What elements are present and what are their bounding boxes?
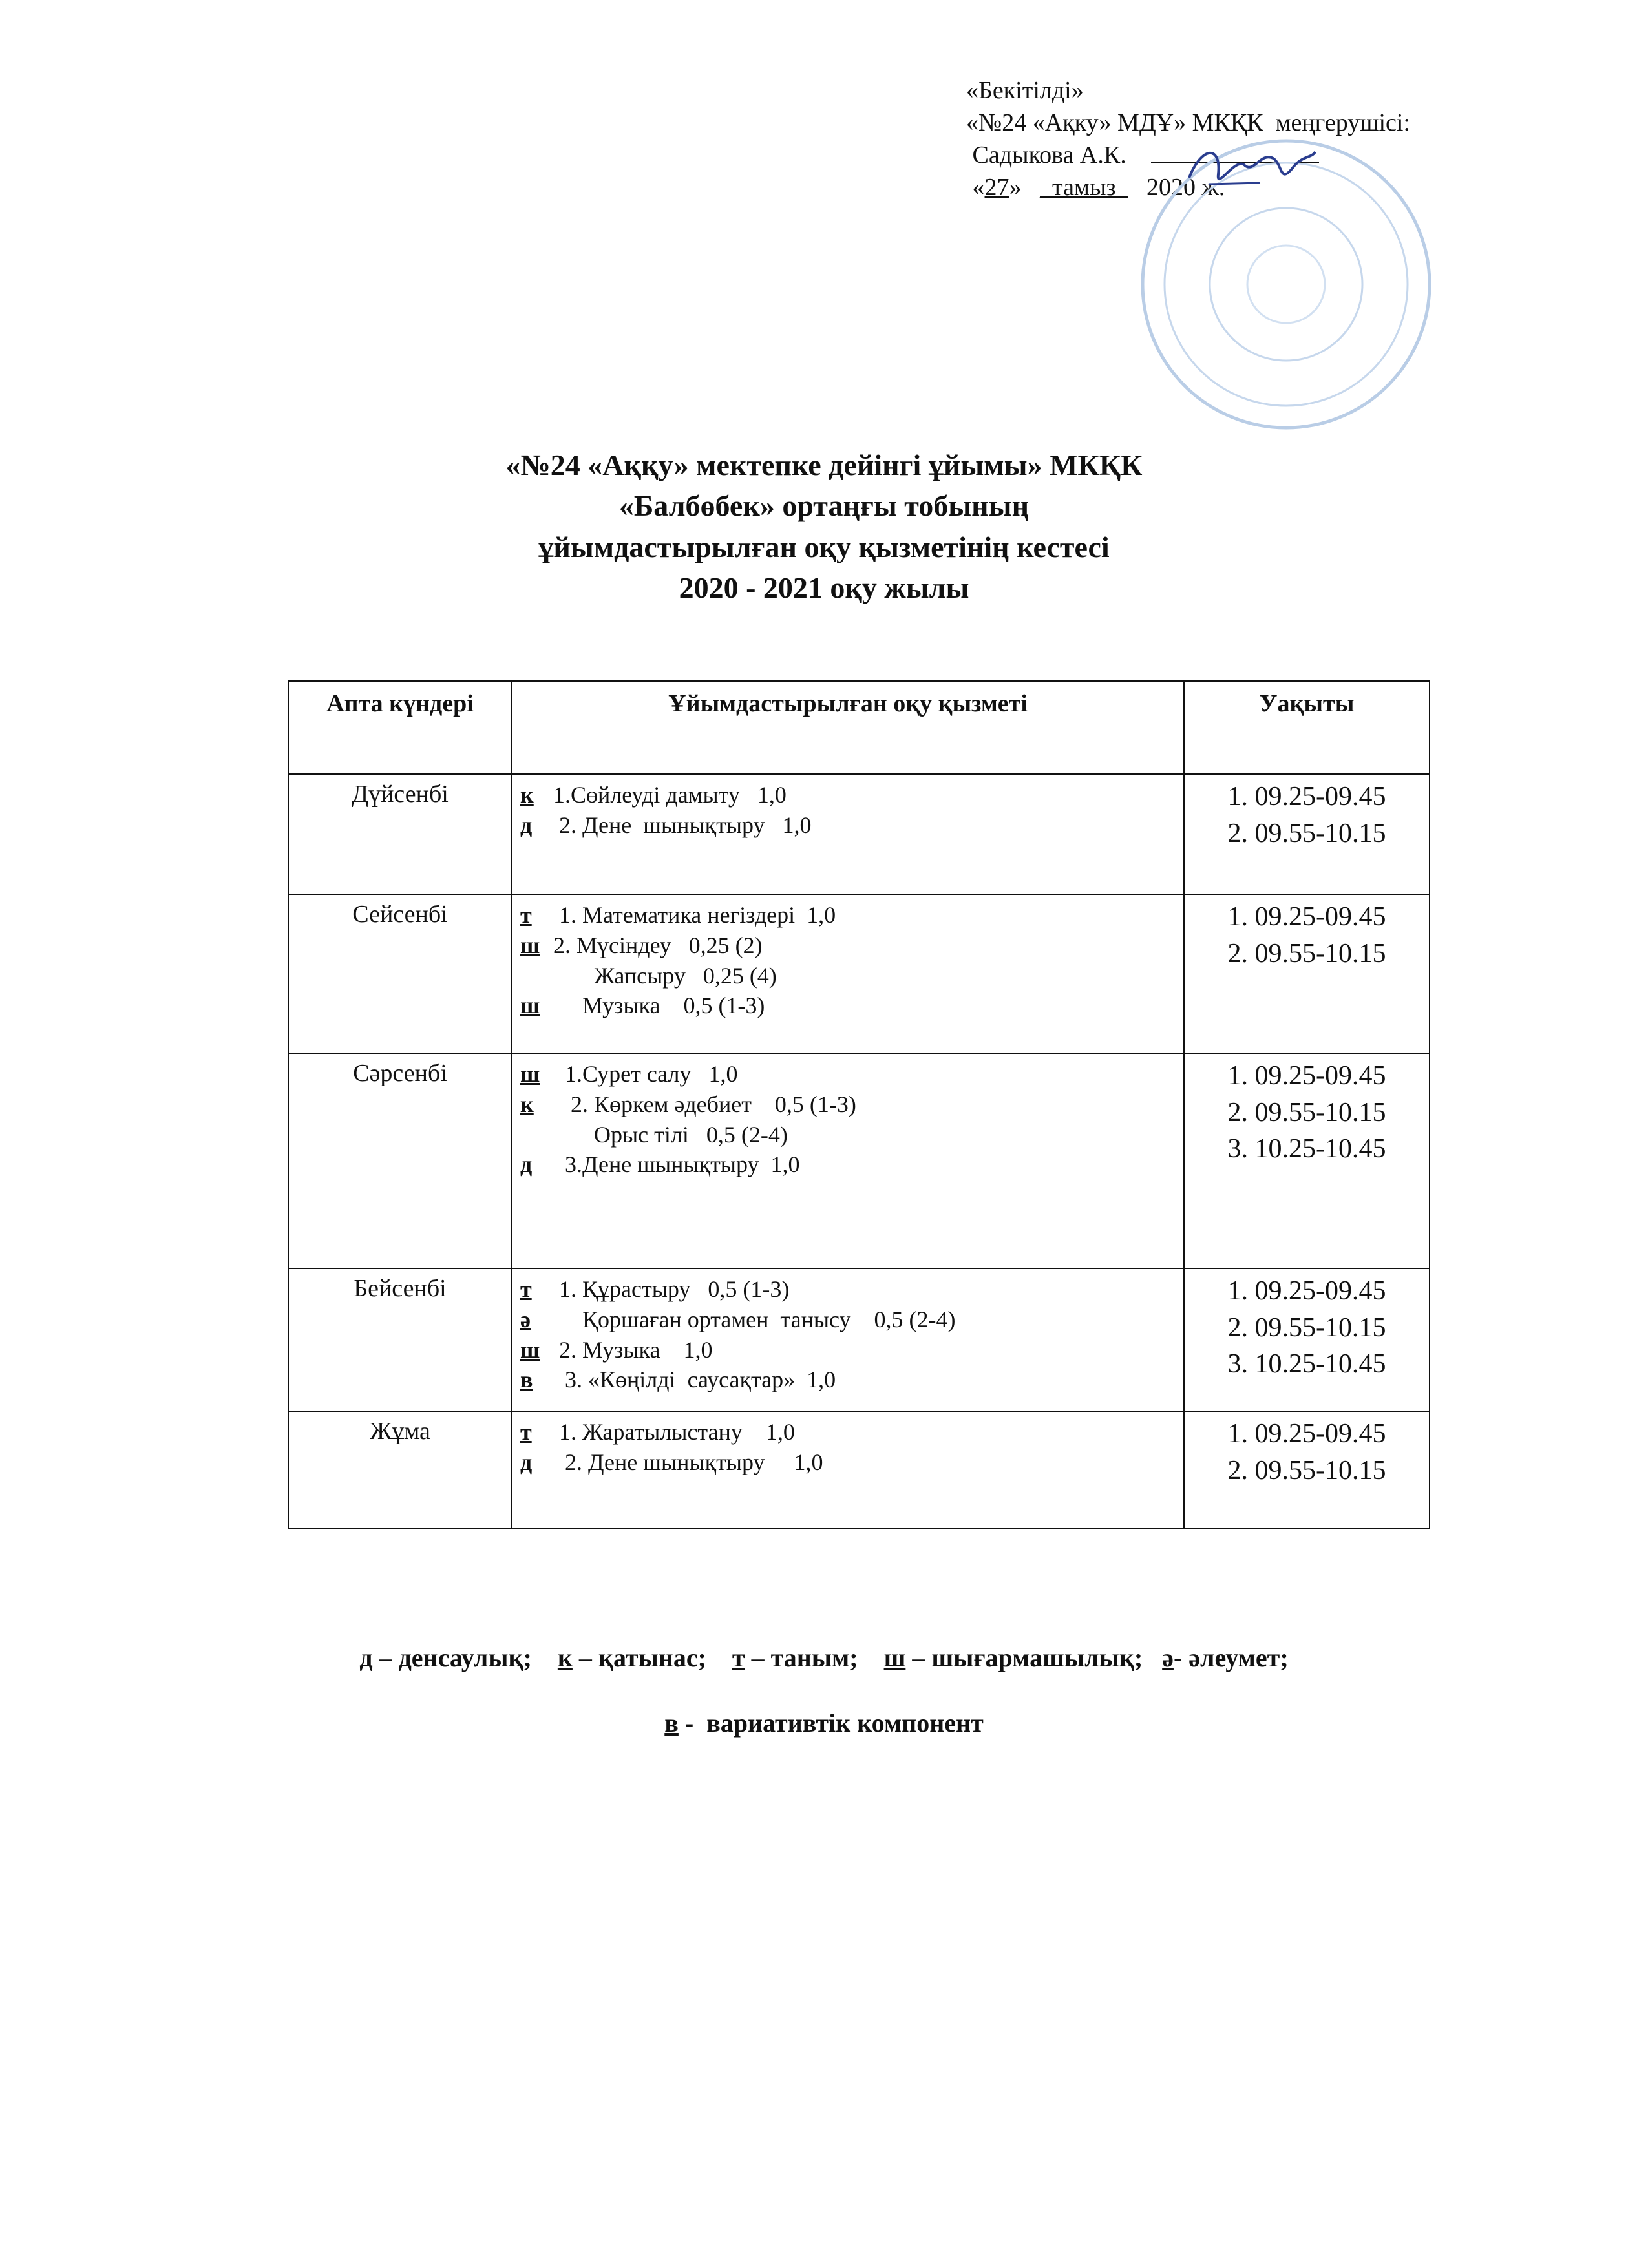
activity-text: 2. Көркем әдебиет 0,5 (1-3)	[547, 1091, 856, 1117]
legend-text: - әлеумет;	[1173, 1643, 1289, 1672]
time-slot: 1. 09.25-09.45	[1227, 1276, 1386, 1306]
activity-line	[520, 1089, 1176, 1120]
director-name: Садыкова А.К.	[966, 142, 1126, 169]
title-line-4: 2020 - 2021 оқу жылы	[679, 571, 969, 605]
area-mark: ш	[520, 992, 540, 1019]
activity-line	[520, 1305, 1176, 1335]
legend	[0, 1643, 1648, 1673]
header-day: Апта күндері	[288, 681, 512, 774]
header-time: Уақыты	[1184, 681, 1430, 774]
times-cell	[1184, 1411, 1430, 1528]
area-mark: т	[520, 1276, 532, 1302]
legend-text: – шығармашылық;	[905, 1643, 1163, 1672]
time-slot: 1. 09.25-09.45	[1227, 782, 1386, 812]
day-cell: Бейсенбі	[288, 1268, 512, 1411]
times-cell	[1184, 894, 1430, 1053]
area-mark: ш	[520, 1336, 540, 1363]
activity-line	[520, 1365, 1176, 1395]
time-slot: 2. 09.55-10.15	[1227, 1312, 1386, 1343]
activity-text: Музыка 0,5 (1-3)	[547, 992, 765, 1019]
day-cell: Дүйсенбі	[288, 774, 512, 894]
activity-text: 3.Дене шынықтыру 1,0	[547, 1151, 800, 1178]
activity-line	[520, 991, 1176, 1021]
area-mark: д	[520, 812, 533, 838]
legend-text: – қатынас;	[572, 1643, 732, 1672]
activity-line	[520, 1335, 1176, 1365]
time-slot: 2. 09.55-10.15	[1227, 938, 1386, 969]
approval-heading: «Бекітілді»	[966, 77, 1084, 104]
times-cell	[1184, 774, 1430, 894]
activity-line	[520, 961, 1176, 991]
activity-line	[520, 1120, 1176, 1150]
legend-text: – таным;	[745, 1643, 884, 1672]
activities-cell	[512, 1268, 1184, 1411]
time-slot: 3. 10.25-10.45	[1227, 1134, 1386, 1164]
approval-date-line: «27» _тамыз_ 2020 ж.	[966, 174, 1225, 202]
time-slot: 2. 09.55-10.15	[1227, 818, 1386, 848]
activity-line	[520, 1447, 1176, 1478]
activity-line	[520, 1150, 1176, 1180]
activity-line	[520, 810, 1176, 841]
legend-key: т	[732, 1643, 745, 1672]
activity-line	[520, 1417, 1176, 1447]
legend-text: – денсаулық;	[372, 1643, 558, 1672]
area-mark: т	[520, 1419, 532, 1445]
approval-day: 27	[984, 174, 1009, 202]
title-line-2: «Балбөбек» ортаңғы тобының	[618, 489, 1030, 523]
activity-line	[520, 1274, 1176, 1305]
times-cell	[1184, 1268, 1430, 1411]
table-row	[288, 774, 1430, 894]
activities-cell	[512, 1053, 1184, 1268]
activities-cell	[512, 774, 1184, 894]
signature-icon	[1183, 139, 1318, 197]
activity-text: 2. Дене шынықтыру 1,0	[547, 812, 812, 838]
time-slot: 3. 10.25-10.45	[1227, 1349, 1386, 1380]
approval-month: _тамыз_	[1040, 174, 1128, 202]
activity-text: 2. Дене шынықтыру 1,0	[547, 1449, 823, 1475]
title-line-3: ұйымдастырылған оқу қызметінің кестесі	[538, 530, 1110, 563]
table-row	[288, 1053, 1430, 1268]
area-mark: ш	[520, 1061, 540, 1087]
activity-text: 2. Мүсіндеу 0,25 (2)	[547, 932, 763, 958]
header-activity: Ұйымдастырылған оқу қызметі	[512, 681, 1184, 774]
activity-text: 1. Құрастыру 0,5 (1-3)	[547, 1276, 790, 1302]
area-mark: д	[520, 1449, 533, 1475]
document-title	[0, 445, 1648, 609]
approval-org-line: «№24 «Ақку» МДҰ» МКҚК меңгерушісі:	[966, 109, 1411, 137]
area-mark: т	[520, 902, 532, 928]
table-row	[288, 1268, 1430, 1411]
area-mark: к	[520, 782, 534, 808]
activity-text: 3. «Көңілді саусақтар» 1,0	[547, 1367, 836, 1393]
legend-key: ш	[883, 1643, 906, 1672]
title-line-1: «№24 «Аққу» мектепке дейінгі ұйымы» МКҚК	[505, 448, 1143, 481]
activities-cell	[512, 894, 1184, 1053]
area-mark: ә	[520, 1306, 531, 1332]
activity-text: 1.Сурет салу 1,0	[547, 1061, 738, 1087]
activity-text: 2. Музыка 1,0	[547, 1336, 713, 1363]
time-slot: 1. 09.25-09.45	[1227, 1419, 1386, 1449]
activity-text: Орыс тілі 0,5 (2-4)	[547, 1121, 788, 1148]
activity-line	[520, 900, 1176, 930]
day-cell: Жұма	[288, 1411, 512, 1528]
times-cell	[1184, 1053, 1430, 1268]
time-slot: 2. 09.55-10.15	[1227, 1097, 1386, 1128]
legend-key: ә	[1162, 1643, 1174, 1672]
table-row	[288, 1411, 1430, 1528]
day-cell: Сейсенбі	[288, 894, 512, 1053]
area-mark: к	[520, 1091, 534, 1117]
approval-year: 2020 ж.	[1146, 174, 1225, 202]
time-slot: 1. 09.25-09.45	[1227, 902, 1386, 932]
activity-line	[520, 930, 1176, 961]
table-header-row	[288, 681, 1430, 774]
activity-text: 1. Жаратылыстану 1,0	[547, 1419, 795, 1445]
legend-key: д	[359, 1643, 373, 1672]
area-mark: ш	[520, 932, 540, 958]
activity-text: Жапсыру 0,25 (4)	[547, 962, 777, 989]
activity-text: 1.Сөйлеуді дамыту 1,0	[547, 782, 787, 808]
time-slot: 2. 09.55-10.15	[1227, 1455, 1386, 1486]
legend-key: в	[664, 1708, 679, 1738]
activity-text: 1. Математика негіздері 1,0	[547, 902, 836, 928]
time-slot: 1. 09.25-09.45	[1227, 1061, 1386, 1091]
legend-key: к	[557, 1643, 573, 1672]
activity-line	[520, 780, 1176, 810]
schedule-table	[288, 680, 1430, 1529]
area-mark: в	[520, 1367, 533, 1393]
area-mark: д	[520, 1151, 533, 1178]
legend-text: - вариативтік компонент	[678, 1708, 984, 1738]
day-cell: Сәрсенбі	[288, 1053, 512, 1268]
activity-line	[520, 1059, 1176, 1089]
activities-cell	[512, 1411, 1184, 1528]
activity-text: Қоршаған ортамен танысу 0,5 (2-4)	[547, 1306, 956, 1332]
legend-variative	[0, 1708, 1648, 1738]
table-row	[288, 894, 1430, 1053]
